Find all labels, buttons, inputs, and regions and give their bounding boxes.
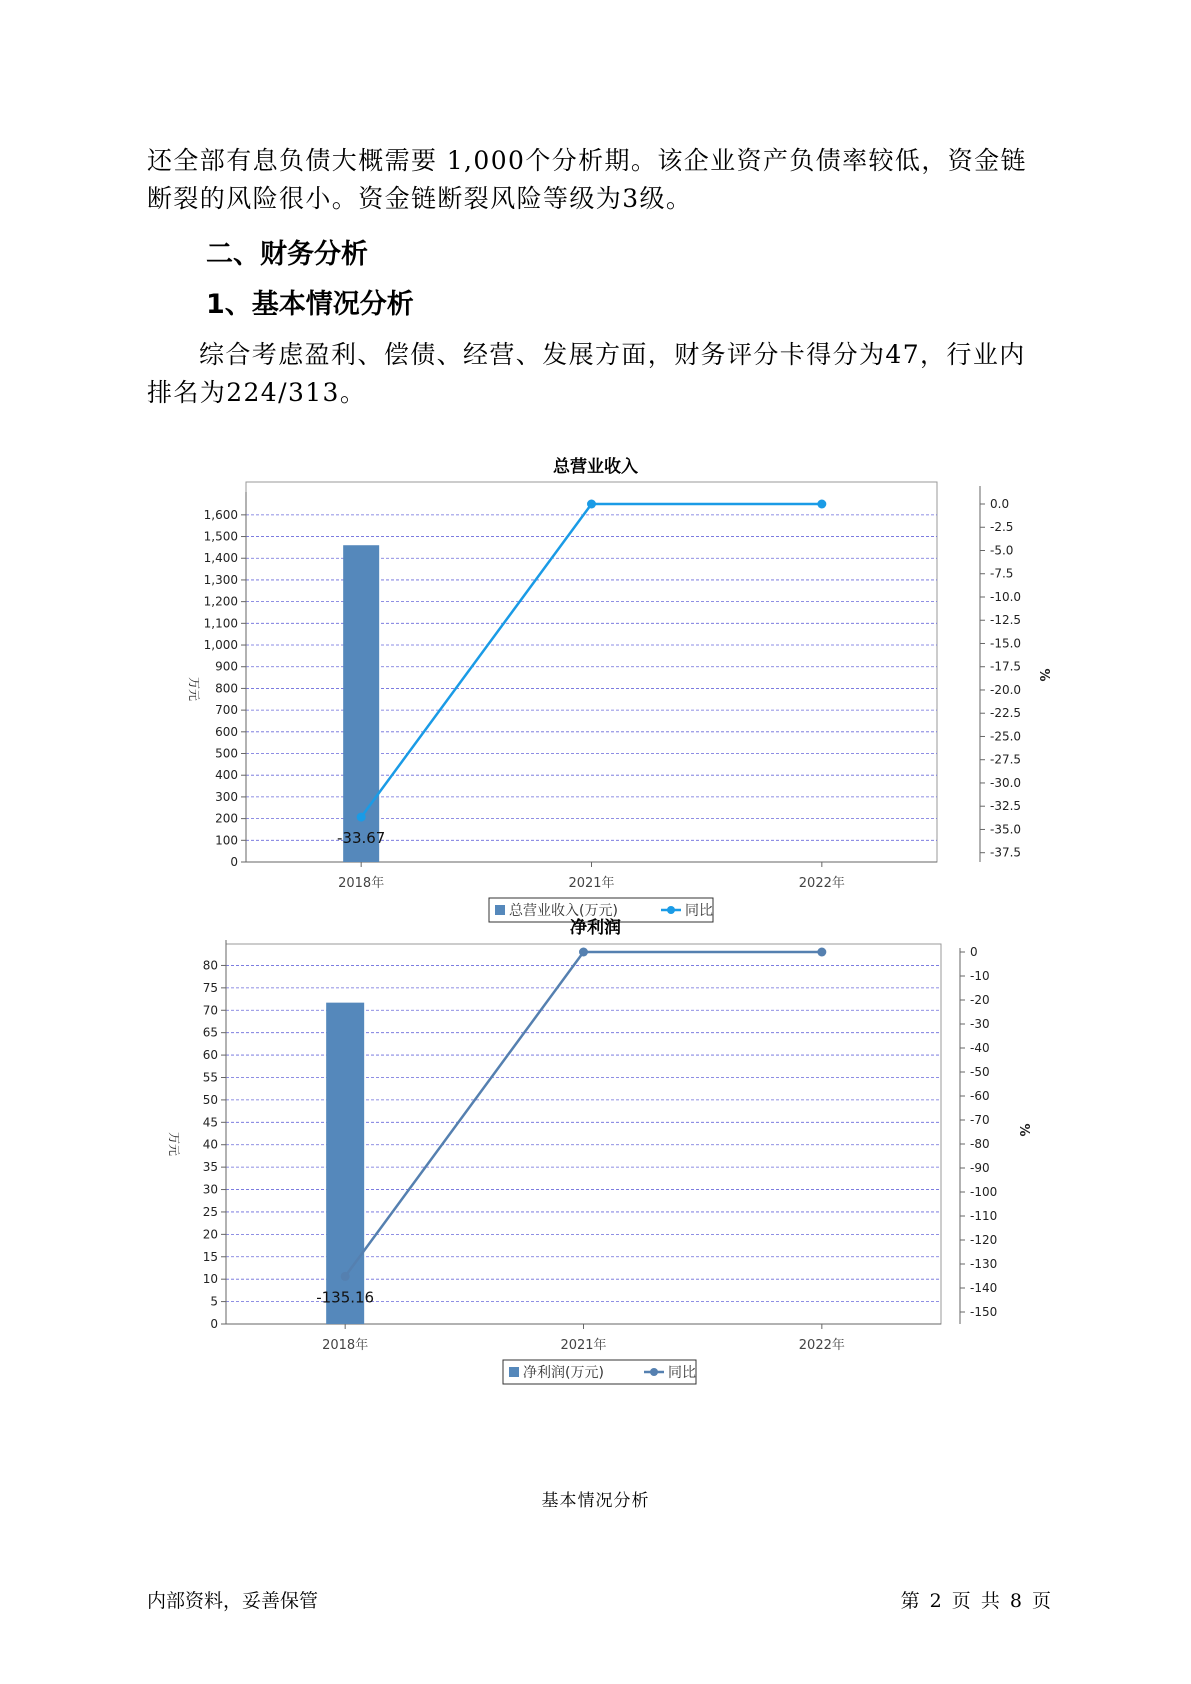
y2-tick-label: -40 [970, 1041, 990, 1055]
x-tick-label: 2022年 [798, 876, 845, 891]
x-tick-label: 2021年 [568, 876, 615, 891]
legend-bar-swatch [509, 1367, 519, 1377]
subsection-heading: 1、基本情况分析 [206, 289, 414, 320]
y-tick-label: 5 [210, 1294, 218, 1309]
y2-tick-label: -30 [970, 1017, 990, 1031]
y2-tick-label: -20.0 [990, 682, 1022, 697]
y-tick-label: 30 [202, 1182, 218, 1197]
y-tick-label: 1,400 [203, 551, 238, 566]
y-tick-label: 300 [215, 789, 238, 804]
y-tick-label: 15 [202, 1249, 218, 1264]
paragraph-score: 综合考虑盈利、偿债、经营、发展方面，财务评分卡得分为47，行业内排名为224/313。 [147, 340, 1026, 407]
y2-tick-label: -70 [970, 1113, 990, 1127]
y2-tick-label: -15.0 [990, 636, 1022, 651]
y-tick-label: 40 [202, 1137, 218, 1152]
y-tick-label: 75 [202, 980, 218, 995]
y-tick-label: 45 [202, 1115, 218, 1130]
y2-tick-label: -80 [970, 1137, 990, 1151]
y2-tick-label: -17.5 [990, 659, 1022, 674]
y-tick-label: 0 [230, 855, 238, 869]
legend-line-label: 同比 [685, 903, 713, 919]
x-tick-label: 2018年 [338, 876, 385, 891]
y-tick-label: 1,000 [203, 638, 238, 653]
y-tick-label: 55 [202, 1070, 218, 1085]
y2-tick-label: -7.5 [990, 566, 1014, 581]
y-tick-label: 100 [215, 833, 238, 848]
y2-tick-label: -100 [970, 1185, 998, 1199]
y2-tick-label: -35.0 [990, 822, 1022, 837]
paragraph-risk: 还全部有息负债大概需要 1,000个分析期。该企业资产负债率较低，资金链断裂的风险很小。资金链断裂风险等级为3级。 [147, 146, 1027, 213]
y-tick-label: 1,100 [203, 616, 238, 631]
y-tick-label: 65 [202, 1025, 218, 1040]
legend-line-label: 同比 [668, 1365, 696, 1381]
y2-tick-label: -140 [970, 1281, 998, 1295]
y-tick-label: 0 [210, 1317, 218, 1331]
y2-tick-label: -32.5 [990, 799, 1022, 814]
x-tick-label: 2022年 [798, 1338, 845, 1353]
figure-caption: 基本情况分析 [541, 1491, 650, 1511]
yoy-point [587, 500, 596, 509]
yoy-point [357, 813, 366, 822]
chart-title-net-profit: 净利润 [570, 918, 621, 938]
y2-tick-label: -5.0 [990, 543, 1014, 558]
y2-tick-label: -37.5 [990, 845, 1022, 860]
y-axis-title: 万元 [187, 676, 201, 702]
y2-tick-label: -2.5 [990, 520, 1014, 535]
section-heading: 二、财务分析 [206, 239, 368, 270]
y2-tick-label: 0.0 [990, 497, 1010, 511]
y2-tick-label: -25.0 [990, 729, 1022, 744]
y2-axis-title: % [1016, 1123, 1031, 1137]
revenue-chart [0, 476, 1191, 919]
y2-tick-label: -50 [970, 1065, 990, 1079]
y-tick-label: 35 [202, 1160, 218, 1175]
y-tick-label: 50 [202, 1092, 218, 1107]
y-tick-label: 60 [202, 1048, 218, 1063]
y-tick-label: 500 [215, 746, 238, 761]
y2-tick-label: -10.0 [990, 589, 1022, 604]
legend [503, 1360, 696, 1384]
y2-tick-label: -120 [970, 1233, 998, 1247]
y2-tick-label: -130 [970, 1257, 998, 1271]
y2-tick-label: -22.5 [990, 706, 1022, 721]
data-label: -33.67 [336, 829, 386, 848]
y-tick-label: 25 [202, 1204, 218, 1219]
chart-title-revenue: 总营业收入 [553, 457, 638, 477]
yoy-point [817, 500, 826, 509]
y2-tick-label: -27.5 [990, 752, 1022, 767]
x-tick-label: 2021年 [560, 1338, 607, 1353]
y-tick-label: 1,200 [203, 594, 238, 609]
y2-tick-label: -20 [970, 993, 990, 1007]
legend-line-marker [650, 1368, 658, 1376]
footer-confidential: 内部资料，妥善保管 [147, 1590, 319, 1612]
yoy-point [817, 948, 826, 957]
y2-tick-label: -10 [970, 969, 990, 983]
yoy-point [341, 1272, 350, 1281]
x-tick-label: 2018年 [322, 1338, 369, 1353]
y2-tick-label: -60 [970, 1089, 990, 1103]
y2-tick-label: -110 [970, 1209, 998, 1223]
y2-tick-label: 0 [970, 945, 978, 959]
y-tick-label: 800 [215, 681, 238, 696]
legend-bar-label: 总营业收入(万元) [509, 903, 618, 919]
y-tick-label: 600 [215, 724, 238, 739]
y-tick-label: 1,500 [203, 529, 238, 544]
y-tick-label: 200 [215, 811, 238, 826]
y-tick-label: 10 [202, 1272, 218, 1287]
y-tick-label: 700 [215, 703, 238, 718]
y-tick-label: 20 [202, 1227, 218, 1242]
net-profit-chart [0, 938, 1191, 1381]
y2-tick-label: -12.5 [990, 613, 1022, 628]
y-axis-title: 万元 [167, 1131, 181, 1157]
y2-axis-title: % [1036, 668, 1051, 682]
y-tick-label: 80 [202, 958, 218, 973]
y2-tick-label: -90 [970, 1161, 990, 1175]
yoy-point [579, 948, 588, 957]
y-tick-label: 1,300 [203, 572, 238, 587]
y-tick-label: 1,600 [203, 507, 238, 522]
data-label: -135.16 [316, 1288, 375, 1307]
legend-bar-label: 净利润(万元) [523, 1365, 604, 1381]
y2-tick-label: -150 [970, 1305, 998, 1319]
y-tick-label: 400 [215, 768, 238, 783]
y-tick-label: 70 [202, 1003, 218, 1018]
footer-page-number: 第 2 页 共 8 页 [900, 1590, 1051, 1612]
y-tick-label: 900 [215, 659, 238, 674]
y2-tick-label: -30.0 [990, 775, 1022, 790]
